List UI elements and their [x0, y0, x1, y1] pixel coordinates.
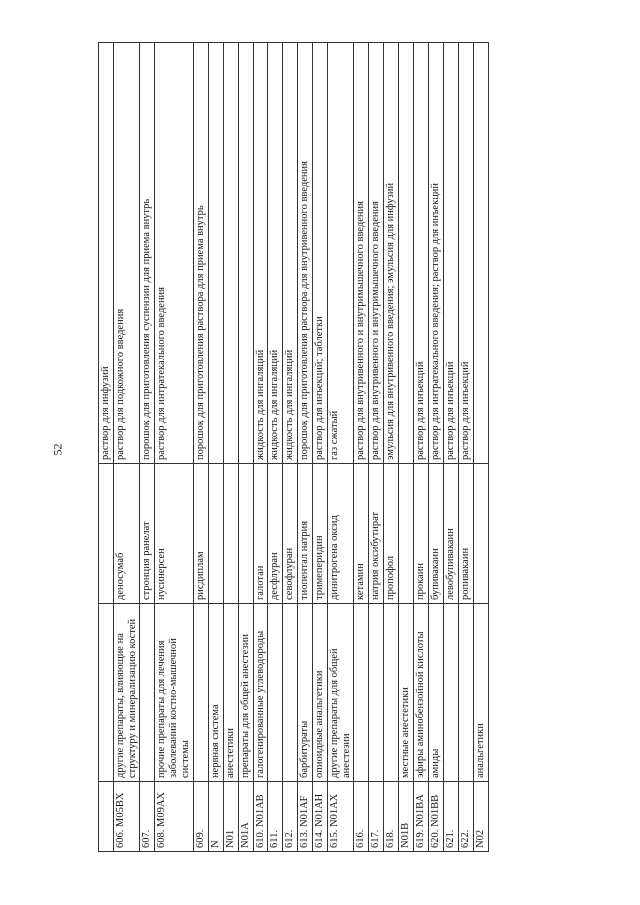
table-row: [473, 43, 488, 852]
form-cell: газ сжатый: [327, 43, 354, 464]
group-cell: [283, 604, 298, 782]
drug-cell: [238, 464, 253, 604]
form-cell: раствор для инфузий: [99, 43, 114, 464]
code-cell: 614. N01AH: [313, 782, 328, 852]
group-cell: местные анестетики: [399, 604, 414, 782]
drug-cell: тиопентал натрия: [298, 464, 313, 604]
group-cell: препараты для общей анестезии: [238, 604, 253, 782]
group-cell: [354, 604, 369, 782]
form-cell: [473, 43, 488, 464]
drug-cell: динитрогена оксид: [327, 464, 354, 604]
drug-cell: [473, 464, 488, 604]
group-cell: [268, 604, 283, 782]
drug-cell: ропивакаин: [458, 464, 473, 604]
table-row: [283, 43, 298, 852]
drug-list-table: [98, 42, 489, 852]
code-cell: 618.: [384, 782, 399, 852]
group-cell: опиоидные анальгетики: [313, 604, 328, 782]
code-cell: N01: [223, 782, 238, 852]
drug-cell: деносумаб: [113, 464, 140, 604]
table-row: [223, 43, 238, 852]
form-cell: раствор для подкожного введения: [113, 43, 140, 464]
code-cell: N02: [473, 782, 488, 852]
form-cell: раствор для внутривенного и внутримышечного введения: [369, 43, 384, 464]
form-cell: раствор для инъекций: [443, 43, 458, 464]
code-cell: 615. N01AX: [327, 782, 354, 852]
form-cell: раствор для инъекций: [414, 43, 429, 464]
table-row: [399, 43, 414, 852]
group-cell: анестетики: [223, 604, 238, 782]
rotated-table-container: [98, 42, 570, 852]
drug-cell: десфлуран: [268, 464, 283, 604]
group-cell: эфиры аминобензойной кислоты: [414, 604, 429, 782]
form-cell: раствор для интратекального введения: [155, 43, 193, 464]
form-cell: жидкость для ингаляций: [283, 43, 298, 464]
group-cell: [369, 604, 384, 782]
code-cell: 617.: [369, 782, 384, 852]
form-cell: жидкость для ингаляций: [253, 43, 268, 464]
drug-cell: [99, 464, 114, 604]
form-cell: эмульсия для внутривенного введения; эмульсия для инфузий: [384, 43, 399, 464]
table-row: [268, 43, 283, 852]
group-cell: амиды: [429, 604, 444, 782]
form-cell: [208, 43, 223, 464]
group-cell: [384, 604, 399, 782]
group-cell: прочие препараты для лечения заболеваний костно-мышечной системы: [155, 604, 193, 782]
code-cell: N: [208, 782, 223, 852]
table-row: [327, 43, 354, 852]
table-row: [354, 43, 369, 852]
drug-cell: прокаин: [414, 464, 429, 604]
table-row: [458, 43, 473, 852]
group-cell: [193, 604, 208, 782]
table-row: [155, 43, 193, 852]
table-row: [429, 43, 444, 852]
table-row: [140, 43, 155, 852]
code-cell: 610. N01AB: [253, 782, 268, 852]
drug-cell: [399, 464, 414, 604]
code-cell: 622.: [458, 782, 473, 852]
code-cell: 609.: [193, 782, 208, 852]
code-cell: 607.: [140, 782, 155, 852]
table-row: [298, 43, 313, 852]
group-cell: анальгетики: [473, 604, 488, 782]
group-cell: другие препараты, влияющие на структуру и минерализацию костей: [113, 604, 140, 782]
table-body: [99, 43, 489, 852]
drug-cell: [223, 464, 238, 604]
form-cell: [399, 43, 414, 464]
form-cell: порошок для приготовления раствора для внутривенного введения: [298, 43, 313, 464]
drug-cell: [208, 464, 223, 604]
drug-cell: бупивакаин: [429, 464, 444, 604]
form-cell: раствор для интратекального введения; раствор для инъекций: [429, 43, 444, 464]
code-cell: 606. M05BX: [113, 782, 140, 852]
table-row: [208, 43, 223, 852]
table-row: [313, 43, 328, 852]
group-cell: нервная система: [208, 604, 223, 782]
code-cell: 621.: [443, 782, 458, 852]
table-row: [193, 43, 208, 852]
drug-cell: тримеперидин: [313, 464, 328, 604]
form-cell: раствор для инъекций: [458, 43, 473, 464]
drug-cell: стронция ранелат: [140, 464, 155, 604]
group-cell: [458, 604, 473, 782]
form-cell: раствор для внутривенного и внутримышечного введения: [354, 43, 369, 464]
code-cell: 612.: [283, 782, 298, 852]
table-row: [443, 43, 458, 852]
drug-cell: рисдиплам: [193, 464, 208, 604]
code-cell: 611.: [268, 782, 283, 852]
code-cell: [99, 782, 114, 852]
group-cell: галогенированные углеводороды: [253, 604, 268, 782]
code-cell: 620. N01BB: [429, 782, 444, 852]
drug-cell: пропофол: [384, 464, 399, 604]
code-cell: N01A: [238, 782, 253, 852]
page-number: 52: [50, 443, 65, 456]
drug-cell: галотан: [253, 464, 268, 604]
table-row-fragment: [99, 43, 114, 852]
drug-cell: нусинерсен: [155, 464, 193, 604]
group-cell: [99, 604, 114, 782]
code-cell: 608. M09AX: [155, 782, 193, 852]
form-cell: раствор для инъекций; таблетки: [313, 43, 328, 464]
table-row: [369, 43, 384, 852]
table-row: [414, 43, 429, 852]
table-row: [253, 43, 268, 852]
form-cell: порошок для приготовления раствора для приема внутрь: [193, 43, 208, 464]
group-cell: другие препараты для общей анестезии: [327, 604, 354, 782]
code-cell: 613. N01AF: [298, 782, 313, 852]
code-cell: 619. N01BA: [414, 782, 429, 852]
drug-cell: кетамин: [354, 464, 369, 604]
group-cell: [140, 604, 155, 782]
table-row: [384, 43, 399, 852]
drug-cell: севофлуран: [283, 464, 298, 604]
group-cell: барбитураты: [298, 604, 313, 782]
group-cell: [443, 604, 458, 782]
form-cell: [223, 43, 238, 464]
form-cell: порошок для приготовления суспензии для приема внутрь: [140, 43, 155, 464]
form-cell: [238, 43, 253, 464]
table-row: [113, 43, 140, 852]
code-cell: 616.: [354, 782, 369, 852]
table-row: [238, 43, 253, 852]
form-cell: жидкость для ингаляций: [268, 43, 283, 464]
code-cell: N01B: [399, 782, 414, 852]
drug-cell: левобупивакаин: [443, 464, 458, 604]
drug-cell: натрия оксибутират: [369, 464, 384, 604]
